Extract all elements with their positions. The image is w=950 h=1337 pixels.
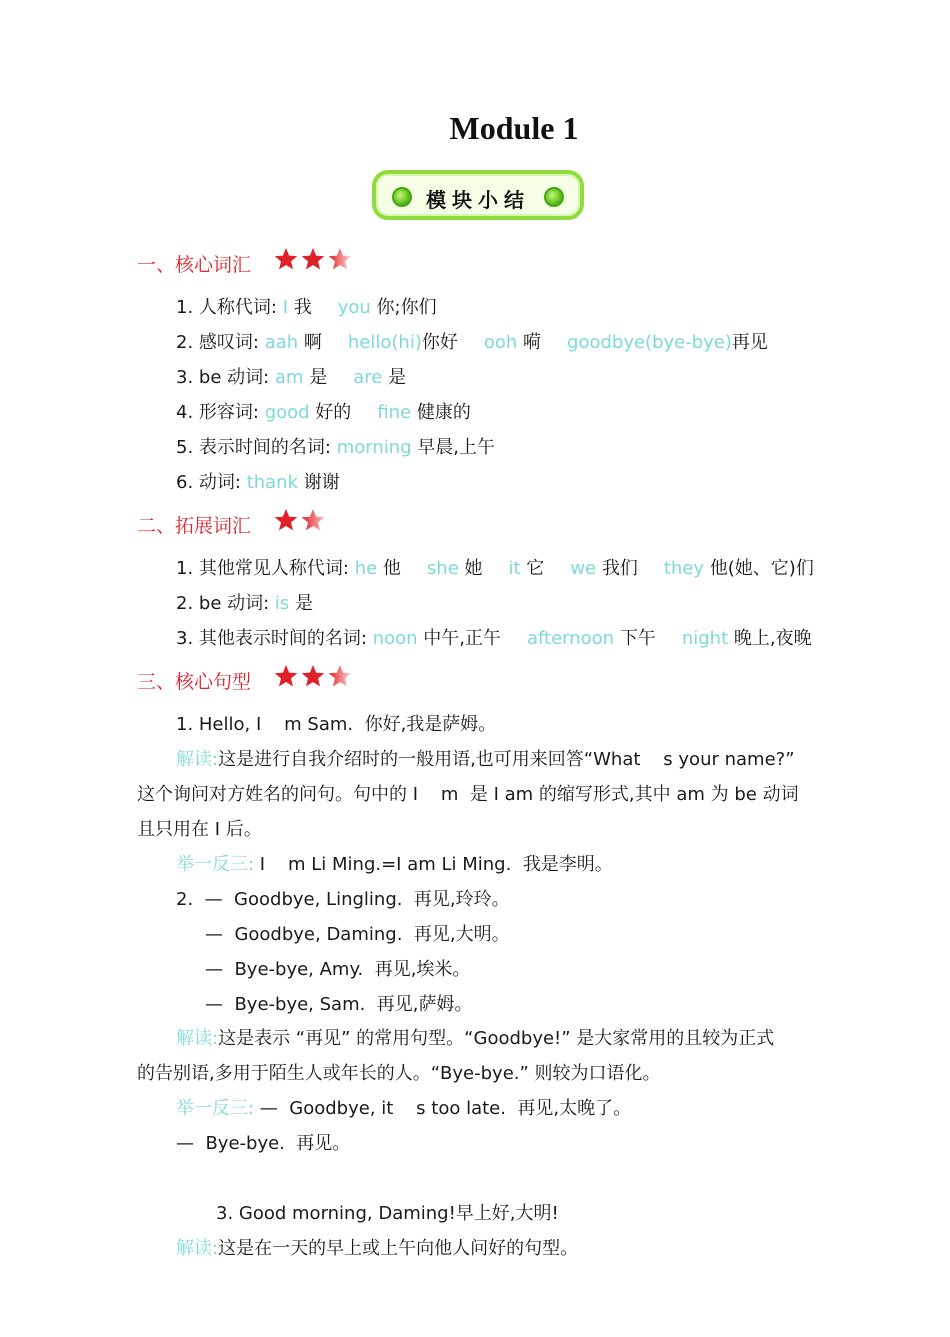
star-rating-icon (272, 663, 356, 689)
section-heading-core-sentences: 三、核心句型 (137, 671, 252, 693)
core-vocab-line-6: 6. 动词: thank 谢谢 (176, 472, 340, 493)
star-icon (275, 509, 298, 530)
explanation-1-cont: 这个询问对方姓名的问句。句中的 I m 是 I am 的缩写形式,其中 am 为 be 动词 (137, 784, 799, 805)
star-rating-icon (272, 507, 330, 533)
module-summary-badge (372, 170, 584, 220)
green-dot-icon (544, 187, 564, 207)
section-heading-extended-vocab: 二、拓展词汇 (137, 515, 252, 537)
ext-vocab-line-2: 2. be 动词: is 是 (176, 593, 314, 614)
explanation-1-end: 且只用在 I 后。 (137, 819, 262, 840)
sentence-2-line-1: 2. — Goodbye, Lingling. 再见,玲玲。 (176, 889, 510, 910)
core-vocab-line-2: 2. 感叹词: aah 啊 hello(hi)你好 ooh 嗬 goodbye(bye-bye)再见 (176, 332, 768, 353)
explanation-1: 解读:这是进行自我介绍时的一般用语,也可用来回答“What s your name?” (176, 749, 795, 770)
example-2-reply: — Bye-bye. 再见。 (176, 1133, 351, 1154)
star-icon (329, 248, 352, 269)
section-heading-core-vocab: 一、核心词汇 (137, 254, 252, 276)
sentence-2-line-4: — Bye-bye, Sam. 再见,萨姆。 (205, 994, 473, 1015)
core-vocab-line-4: 4. 形容词: good 好的 fine 健康的 (176, 402, 471, 423)
star-icon (329, 665, 352, 686)
sentence-1: 1. Hello, I m Sam. 你好,我是萨姆。 (176, 714, 497, 735)
star-rating-icon (272, 246, 356, 272)
explanation-2-cont: 的告别语,多用于陌生人或年长的人。“Bye-bye.” 则较为口语化。 (137, 1063, 661, 1084)
core-vocab-line-1: 1. 人称代词: I 我 you 你;你们 (176, 297, 437, 318)
example-2: 举一反三: — Goodbye, it s too late. 再见,太晚了。 (176, 1098, 632, 1119)
ext-vocab-line-1: 1. 其他常见人称代词: he 他 she 她 it 它 we 我们 they 他(她、它)们 (176, 558, 814, 579)
example-1: 举一反三: I m Li Ming.=I am Li Ming. 我是李明。 (176, 854, 613, 875)
badge-label: 模块小结 (426, 188, 530, 212)
explanation-3: 解读:这是在一天的早上或上午向他人问好的句型。 (176, 1238, 579, 1259)
core-vocab-line-5: 5. 表示时间的名词: morning 早晨,上午 (176, 437, 496, 458)
star-icon (302, 248, 325, 269)
sentence-2-line-2: — Goodbye, Daming. 再见,大明。 (205, 924, 510, 945)
ext-vocab-line-3: 3. 其他表示时间的名词: noon 中午,正午 afternoon 下午 night 晚上,夜晚 (176, 628, 812, 649)
star-icon (275, 248, 298, 269)
core-vocab-line-3: 3. be 动词: am 是 are 是 (176, 367, 407, 388)
page-title: Module 1 (449, 110, 579, 146)
star-icon (275, 665, 298, 686)
star-icon (302, 665, 325, 686)
star-icon (302, 509, 325, 530)
explanation-2: 解读:这是表示 “再见” 的常用句型。“Goodbye!” 是大家常用的且较为正式 (176, 1028, 775, 1049)
sentence-3: 3. Good morning, Daming!早上好,大明! (216, 1203, 559, 1224)
sentence-2-line-3: — Bye-bye, Amy. 再见,埃米。 (205, 959, 471, 980)
